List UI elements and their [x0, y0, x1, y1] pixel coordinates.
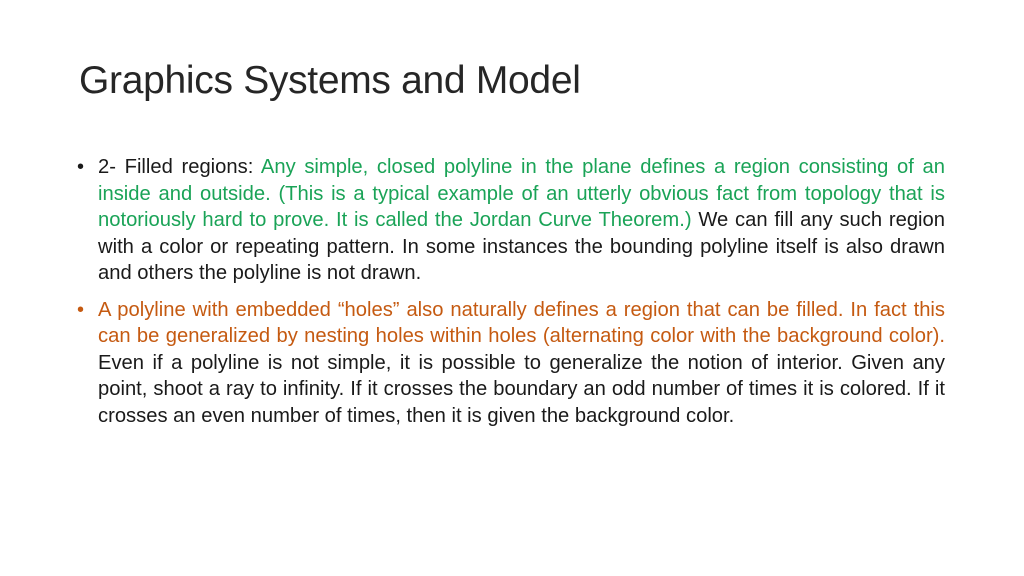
- bullet-heading-filled-regions: 2- Filled regions:: [98, 156, 261, 178]
- jordan-curve-text: Any simple, closed polyline in the plane defines a region consisting of an inside and outside. (This is a typical example of an utterly obvious fact from topology that is notoriously hard to prove. It is called the Jordan Curve Theorem.): [98, 156, 945, 231]
- bullet-holes: [77, 297, 945, 430]
- bullet-filled-regions: [77, 154, 945, 287]
- slide-title: Graphics Systems and Model: [79, 59, 581, 102]
- bullet-marker: •: [77, 298, 85, 321]
- bullet-list: [77, 154, 945, 439]
- holes-text: A polyline with embedded “holes” also naturally defines a region that can be filled. In fact this can be generalized by nesting holes within holes (alternating color with the background color).: [98, 298, 945, 347]
- fill-pattern-text: We can fill any such region with a color or repeating pattern. In some instances the bounding polyline itself is also drawn and others the polyline is not drawn.: [98, 209, 945, 284]
- interior-ray-text: Even if a polyline is not simple, it is possible to generalize the notion of interior. Given any point, shoot a ray to infinity. If it crosses the boundary an odd number of times it is colored. If it crosses an even number of times, then it is given the background color.: [98, 351, 945, 427]
- bullet-marker: •: [77, 156, 85, 178]
